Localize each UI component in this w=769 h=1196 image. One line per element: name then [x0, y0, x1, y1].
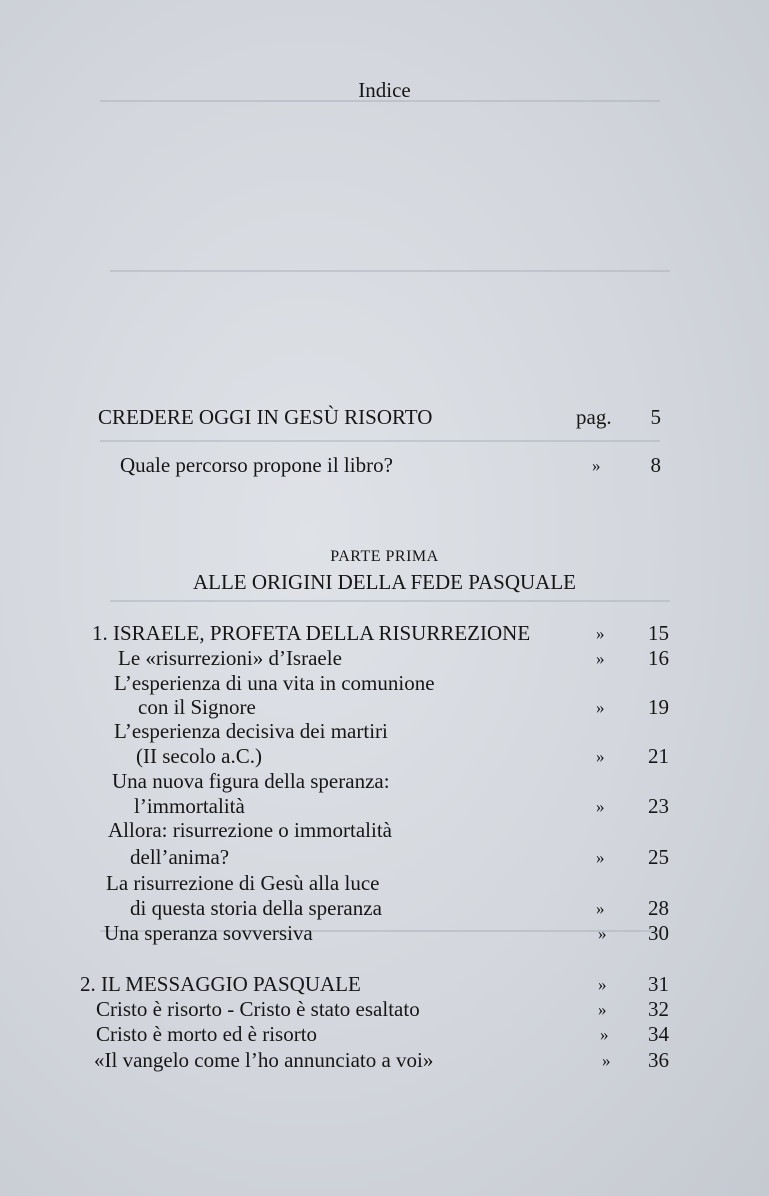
chapter-title: 1. ISRAELE, PROFETA DELLA RISURREZIONE — [92, 621, 531, 645]
chapter-marker: » — [598, 975, 607, 994]
toc-entry-marker: » — [598, 924, 607, 943]
toc-entry-page: 21 — [648, 744, 669, 768]
chapter-page: 15 — [648, 621, 669, 645]
toc-entry-title: Allora: risurrezione o immortalità — [108, 818, 392, 842]
toc-entry-title: Cristo è risorto - Cristo è stato esaltato — [96, 997, 420, 1021]
toc-entry-page: 8 — [650, 453, 661, 477]
toc-entry-marker: » — [596, 899, 605, 918]
toc-entry-marker: pag. — [576, 405, 612, 429]
toc-entry-marker: » — [596, 848, 605, 867]
toc-entry-title: L’esperienza decisiva dei martiri — [114, 719, 388, 743]
toc-entry-marker: » — [596, 747, 605, 766]
toc-entry-marker: » — [600, 1025, 609, 1044]
toc-entry-page: 28 — [648, 896, 669, 920]
toc-entry-marker: » — [596, 797, 605, 816]
toc-entry-title-cont: di questa storia della speranza — [130, 896, 382, 920]
toc-entry-marker: » — [602, 1051, 611, 1070]
toc-entry-title: CREDERE OGGI IN GESÙ RISORTO — [98, 405, 433, 429]
toc-entry-title-cont: l’immortalità — [134, 794, 245, 818]
toc-entry-title-cont: dell’anima? — [130, 845, 230, 869]
toc-entry-marker: » — [598, 1000, 607, 1019]
toc-entry-title: Le «risurrezioni» d’Israele — [118, 646, 342, 670]
toc-entry-page: 16 — [648, 646, 669, 670]
toc-entry-title: La risurrezione di Gesù alla luce — [106, 871, 380, 895]
part-title: ALLE ORIGINI DELLA FEDE PASQUALE — [192, 570, 577, 594]
toc-entry-page: 23 — [648, 794, 669, 818]
toc-entry-page: 32 — [648, 997, 669, 1021]
toc-entry-title-cont: con il Signore — [138, 695, 256, 719]
toc-entry-page: 36 — [648, 1048, 669, 1072]
toc-entry-page: 19 — [648, 695, 669, 719]
toc-entry-title: Quale percorso propone il libro? — [120, 453, 393, 477]
page-title: Indice — [358, 78, 411, 102]
toc-entry-title: Cristo è morto ed è risorto — [96, 1022, 318, 1046]
chapter-title: 2. IL MESSAGGIO PASQUALE — [80, 972, 361, 996]
part-label: PARTE PRIMA — [330, 548, 439, 565]
toc-entry-marker: » — [592, 456, 601, 475]
toc-entry-marker: » — [596, 649, 605, 668]
chapter-page: 31 — [648, 972, 669, 996]
toc-entry-title: L’esperienza di una vita in comunione — [114, 671, 435, 695]
toc-entry-title: «Il vangelo come l’ho annunciato a voi» — [94, 1048, 434, 1072]
toc-entry-page: 30 — [648, 921, 669, 945]
toc-entry-page: 5 — [650, 405, 661, 429]
toc-entry-title-cont: (II secolo a.C.) — [136, 744, 262, 768]
toc-entry-title: Una speranza sovversiva — [104, 921, 313, 945]
chapter-marker: » — [596, 624, 605, 643]
toc-entry-page: 34 — [648, 1022, 669, 1046]
toc-entry-marker: » — [596, 698, 605, 717]
toc-entry-title: Una nuova figura della speranza: — [112, 769, 390, 793]
toc-entry-page: 25 — [648, 845, 669, 869]
